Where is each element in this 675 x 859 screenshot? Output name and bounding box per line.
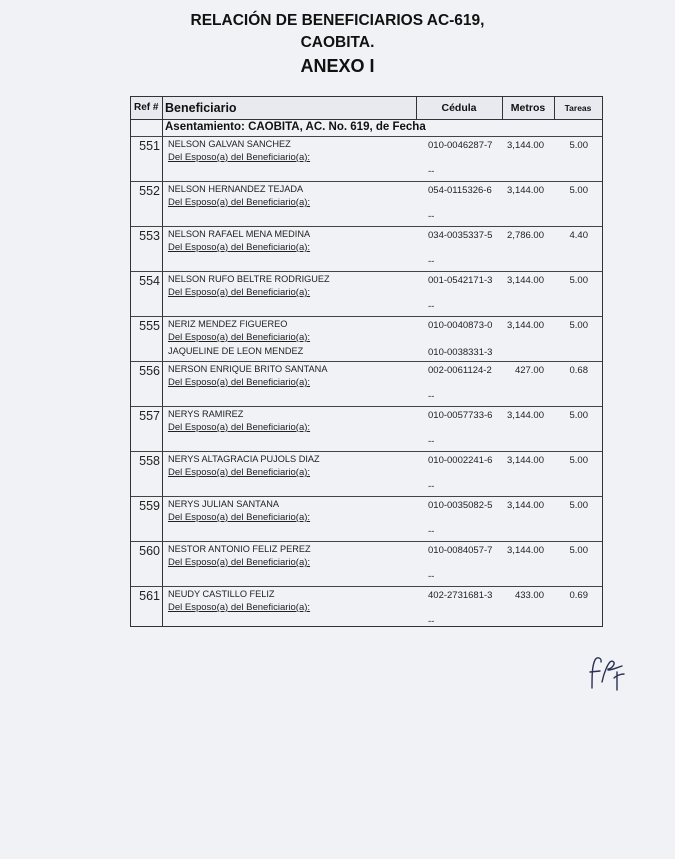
spouse-cedula: -- xyxy=(428,301,435,312)
table-row xyxy=(131,271,602,316)
ref-number: 553 xyxy=(139,229,160,243)
table-row xyxy=(131,541,602,586)
metros-value: 3,144.00 xyxy=(507,410,544,421)
beneficiary-name: NERIZ MENDEZ FIGUEREO xyxy=(168,319,288,329)
header-cedula: Cédula xyxy=(441,102,477,114)
ref-number: 555 xyxy=(139,319,160,333)
spouse-cedula: -- xyxy=(428,616,435,627)
table-row xyxy=(131,406,602,451)
beneficiary-name: NEUDY CASTILLO FELIZ xyxy=(168,589,275,599)
header-tareas: Tareas xyxy=(564,103,592,113)
tareas-value: 5.00 xyxy=(569,500,588,511)
beneficiary-name: NESTOR ANTONIO FELIZ PEREZ xyxy=(168,544,311,554)
cedula-value: 034-0035337-5 xyxy=(428,230,493,241)
row-separator xyxy=(131,316,602,317)
beneficiary-name: NERYS RAMIREZ xyxy=(168,409,244,419)
beneficiary-name: NERYS JULIAN SANTANA xyxy=(168,499,279,509)
table-row xyxy=(131,586,602,631)
row-separator xyxy=(131,406,602,407)
table-row xyxy=(131,316,602,361)
header-ref: Ref # xyxy=(134,102,159,113)
row-separator xyxy=(131,361,602,362)
cedula-value: 010-0046287-7 xyxy=(428,140,493,151)
ref-number: 558 xyxy=(139,454,160,468)
header-beneficiario: Beneficiario xyxy=(165,101,237,115)
spouse-label: Del Esposo(a) del Beneficiario(a): xyxy=(168,332,311,343)
beneficiaries-table xyxy=(130,96,603,627)
spouse-label: Del Esposo(a) del Beneficiario(a): xyxy=(168,377,311,388)
beneficiary-name: NELSON HERNANDEZ TEJADA xyxy=(168,184,304,194)
cedula-value: 010-0035082-5 xyxy=(428,500,493,511)
spouse-label: Del Esposo(a) del Beneficiario(a): xyxy=(168,152,311,163)
ref-number: 560 xyxy=(139,544,160,558)
ref-number: 561 xyxy=(139,589,160,603)
spouse-label: Del Esposo(a) del Beneficiario(a): xyxy=(168,602,311,613)
row-separator xyxy=(131,271,602,272)
cedula-value: 002-0061124-2 xyxy=(428,365,492,376)
spouse-label: Del Esposo(a) del Beneficiario(a): xyxy=(168,557,311,568)
spouse-cedula: -- xyxy=(428,526,435,537)
ref-number: 554 xyxy=(139,274,160,288)
tareas-value: 5.00 xyxy=(569,185,588,196)
cedula-value: 054-0115326-6 xyxy=(428,185,492,196)
tareas-value: 0.68 xyxy=(569,365,588,376)
table-row xyxy=(131,181,602,226)
spouse-cedula: -- xyxy=(428,391,435,402)
asentamiento-label: Asentamiento: CAOBITA, AC. No. 619, de Fecha xyxy=(165,121,426,133)
spouse-cedula: -- xyxy=(428,481,435,492)
cedula-value: 010-0040873-0 xyxy=(428,320,493,331)
row-separator xyxy=(131,181,602,182)
document-subtitle: CAOBITA. xyxy=(300,34,375,51)
metros-value: 427.00 xyxy=(514,365,544,376)
metros-value: 433.00 xyxy=(514,590,544,601)
spouse-cedula: -- xyxy=(428,166,435,177)
cedula-value: 001-0542171-3 xyxy=(428,275,493,286)
beneficiary-name: NELSON RUFO BELTRE RODRIGUEZ xyxy=(168,274,330,284)
metros-value: 2,786.00 xyxy=(507,230,544,241)
tareas-value: 5.00 xyxy=(569,275,588,286)
ref-number: 557 xyxy=(139,409,160,423)
row-separator xyxy=(131,451,602,452)
table-header xyxy=(131,96,602,120)
cedula-value: 010-0002241-6 xyxy=(428,455,493,466)
metros-value: 3,144.00 xyxy=(507,185,544,196)
row-separator xyxy=(131,586,602,587)
beneficiary-name: NELSON GALVAN SANCHEZ xyxy=(168,139,291,149)
spouse-name: JAQUELINE DE LEON MENDEZ xyxy=(168,346,304,356)
cedula-value: 402-2731681-3 xyxy=(428,590,493,601)
annex-title: ANEXO I xyxy=(300,56,375,76)
spouse-cedula: 010-0038331-3 xyxy=(428,347,493,358)
ref-number: 552 xyxy=(139,184,160,198)
spouse-label: Del Esposo(a) del Beneficiario(a): xyxy=(168,197,311,208)
metros-value: 3,144.00 xyxy=(507,455,544,466)
spouse-label: Del Esposo(a) del Beneficiario(a): xyxy=(168,512,311,523)
table-row xyxy=(131,226,602,271)
tareas-value: 5.00 xyxy=(569,455,588,466)
metros-value: 3,144.00 xyxy=(507,320,544,331)
metros-value: 3,144.00 xyxy=(507,500,544,511)
table-row xyxy=(131,361,602,406)
tareas-value: 5.00 xyxy=(569,140,588,151)
tareas-value: 0.69 xyxy=(569,590,588,601)
cedula-value: 010-0084057-7 xyxy=(428,545,493,556)
row-separator xyxy=(131,541,602,542)
beneficiary-name: NELSON RAFAEL MENA MEDINA xyxy=(168,229,311,239)
signature-initials xyxy=(586,652,628,694)
metros-value: 3,144.00 xyxy=(507,140,544,151)
spouse-cedula: -- xyxy=(428,571,435,582)
spouse-cedula: -- xyxy=(428,256,435,267)
spouse-label: Del Esposo(a) del Beneficiario(a): xyxy=(168,242,311,253)
spouse-label: Del Esposo(a) del Beneficiario(a): xyxy=(168,467,311,478)
ref-number: 556 xyxy=(139,364,160,378)
ref-number: 559 xyxy=(139,499,160,513)
metros-value: 3,144.00 xyxy=(507,545,544,556)
tareas-value: 5.00 xyxy=(569,320,588,331)
header-divider xyxy=(162,97,163,119)
header-metros: Metros xyxy=(510,102,546,114)
spouse-label: Del Esposo(a) del Beneficiario(a): xyxy=(168,287,311,298)
document-title: RELACIÓN DE BENEFICIARIOS AC-619, xyxy=(190,12,485,29)
cedula-value: 010-0057733-6 xyxy=(428,410,493,421)
table-row xyxy=(131,496,602,541)
row-separator xyxy=(131,136,602,137)
table-row xyxy=(131,136,602,181)
spouse-label: Del Esposo(a) del Beneficiario(a): xyxy=(168,422,311,433)
row-separator xyxy=(131,226,602,227)
spouse-cedula: -- xyxy=(428,436,435,447)
metros-value: 3,144.00 xyxy=(507,275,544,286)
ref-number: 551 xyxy=(139,139,160,153)
tareas-value: 4.40 xyxy=(569,230,588,241)
spouse-cedula: -- xyxy=(428,211,435,222)
beneficiary-name: NERSON ENRIQUE BRITO SANTANA xyxy=(168,364,328,374)
row-separator xyxy=(131,496,602,497)
table-row xyxy=(131,451,602,496)
tareas-value: 5.00 xyxy=(569,545,588,556)
beneficiary-name: NERYS ALTAGRACIA PUJOLS DIAZ xyxy=(168,454,320,464)
tareas-value: 5.00 xyxy=(569,410,588,421)
